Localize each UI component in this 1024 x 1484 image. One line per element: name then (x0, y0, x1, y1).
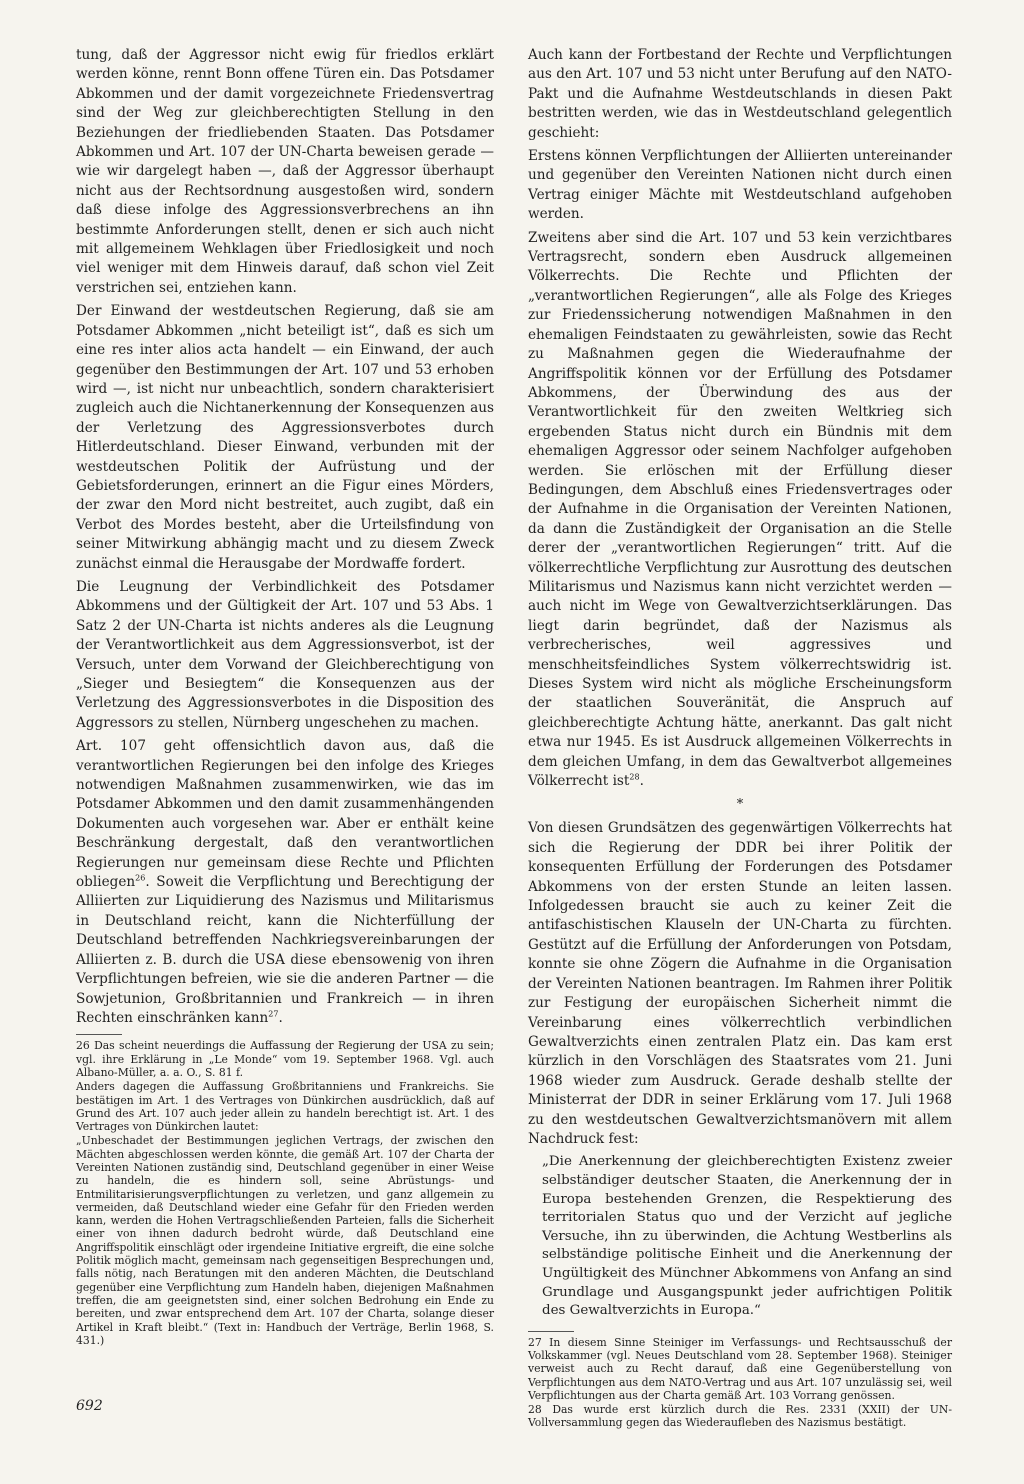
footnote-ref-28: 28 (629, 772, 640, 782)
right-paragraph-1: Auch kann der Fortbestand der Rechte und Verpflichtungen aus den Art. 107 und 53 nicht unter Berufung auf den NATO-Pakt und die Aufnahme Westdeutschlands in diesen Pakt bestritten werden, wie das in Westdeutschland gelegentlich geschieht: (528, 47, 952, 141)
footnote-26-continued: Anders dagegen die Auffassung Großbritanniens und Frankreichs. Sie bestätigen im Art. 1 des Vertrages von Dünkirchen ausdrücklich, daß auf Grund des Art. 107 auch jeder allein zu handeln berechtigt ist. Art. 1 des Vertrages von Dünkirchen lautet: (76, 1080, 494, 1134)
block-quote: „Die Anerkennung der gleichberechtigten Existenz zweier selbständiger deutscher Staaten, die Anerkennung der in Europa bestehenden Grenzen, die Respektierung des territorialen Status quo und der Verzicht auf jegliche Versuche, ihn zu überwinden, die Achtung Westberlins als selbständige politische Einheit und die Anerkennung der Ungültigkeit des Münchner Abkommens von Anfang an sind Grundlage und Ausgangspunkt jeder aufrichtigen Politik des Gewaltverzichts in Europa.“ (542, 1154, 952, 1319)
zweitens-text: Zweitens aber sind die Art. 107 und 53 kein verzichtbares Vertragsrecht, sondern eben Ausdruck allgemeinen Völkerrechts. Die Rechte und Pflichten der „verantwortlichen Regierungen“, alle als Folge des Krieges zur Friedenssicherung notwendigen Maßnahmen in den ehemaligen Feindstaaten zu gewährleisten, sowie das Recht zu Maßnahmen gegen die Wiederaufnahme der Angriffspolitik können vor der Erfüllung des Potsdamer Abkommens, der Überwindung des aus der Verantwortlichkeit für den zweiten Weltkrieg sich ergebenden Status nicht durch ein Bündnis mit dem ehemaligen Aggressor oder seinem Nachfolger aufgehoben werden. Sie erlöschen mit der Erfüllung dieser Bedingungen, dem Abschluß eines Friedensvertrages oder der Aufnahme in die Organisation der Vereinten Nationen, da dann die Zuständigkeit der Organisation an die Stelle derer der „verantwortlichen Regierungen“ tritt. Auf die völkerrechtliche Verpflichtung zur Ausrottung des deutschen Militarismus und Nazismus kann nicht verzichtet werden — auch nicht im Wege von Gewaltverzichtserklärungen. Das liegt darin begründet, daß der Nazismus als verbrecherisches, weil aggressives und menschheitsfeindliches System völkerrechtswidrig ist. Dieses System wird nicht als mögliche Erscheinungsform der staatlichen Souveränität, die Anspruch auf gleichberechtigte Achtung hätte, anerkannt. Das galt nicht etwa nur 1945. Es ist Ausdruck allgemeinen Völkerrechts in dem gleichen Umfang, in dem das Gewaltverbot allgemeines Völkerrecht ist (528, 229, 952, 790)
left-column (76, 46, 494, 1347)
footnote-27: 27 In diesem Sinne Steiniger im Verfassungs- und Rechtsausschuß der Volkskammer (vgl. Neues Deutschland vom 28. September 1968). Steiniger verweist auch zu Recht darauf, daß eine Gegenüberstellung von Verpflichtungen aus dem NATO-Vertrag und aus Art. 107 unzulässig sei, weil Verpflichtungen aus der Charta gemäß Art. 103 Vorrang genössen. (528, 1335, 952, 1402)
art107-text: Art. 107 geht offensichtlich davon aus, daß die verantwortlichen Regierungen bei den infolge des Krieges notwendigen Maßnahmen zusammenwirken, wie das im Potsdamer Abkommen und den damit zusammenhängenden Dokumenten auch vorgesehen war. Aber er enthält keine Beschränkung dergestalt, daß den verantwortlichen Regierungen nur gemeinsam diese Rechte und Pflichten obliegen (76, 738, 494, 891)
section-separator-asterisk: * (736, 797, 744, 813)
left-paragraph-2: Der Einwand der westdeutschen Regierung, daß sie am Potsdamer Abkommen „nicht beteiligt ist“, daß es sich um eine res inter alios acta handelt — ein Einwand, der auch gegenüber den Bestimmungen der Art. 107 und 53 erhoben wird —, ist nicht nur unbeachtlich, sondern charakterisiert zugleich auch die Nichtanerkennung der Konsequenzen aus der Verletzung des Aggressionsverbotes durch Hitlerdeutschland. Dieser Einwand, verbunden mit der westdeutschen Politik der Aufrüstung und der Gebietsforderungen, erinnert an die Figur eines Mörders, der zwar den Mord nicht bestreitet, auch zugibt, daß ein Verbot des Mordes besteht, aber die Urteilsfindung von seiner Mitwirkung abhängig macht und zu diesem Zweck zunächst einmal die Herausgabe der Mordwaffe fordert. (76, 303, 494, 572)
footnote-ref-26: 26 (135, 873, 146, 883)
left-paragraph-1: tung, daß der Aggressor nicht ewig für friedlos erklärt werden könne, rennt Bonn offene Türen ein. Das Potsdamer Abkommen und der damit vorgezeichnete Friedensvertrag sind der Weg zur gleichberechtigten Stellung in den Beziehungen der friedliebenden Staaten. Das Potsdamer Abkommen und Art. 107 der UN-Charta beweisen gerade — wie wir dargelegt haben —, daß der Aggressor überhaupt nicht aus der Rechtsordnung ausgestoßen wird, sondern daß diese infolge des Aggressionsverbrechens an ihn bestimmte Anforderungen stellt, denen er sich auch nicht mit allgemeinem Wehklagen über Friedlosigkeit und noch viel weniger mit dem Hinweis darauf, daß schon viel Zeit verstrichen sei, entziehen kann. (76, 47, 494, 296)
art107-text-end: . (278, 1009, 283, 1026)
footnote-26: 26 Das scheint neuerdings die Auffassung der Regierung der USA zu sein; vgl. ihre Erklärung in „Le Monde“ vom 19. September 1968. Vgl. auch Albano-Müller, a. a. O., S. 81 f. (76, 1039, 494, 1079)
right-paragraph-2: Erstens können Verpflichtungen der Alliierten untereinander und gegenüber den Vereinten Nationen nicht durch einen Vertrag einiger Mächte mit Westdeutschland aufgehoben werden. (528, 148, 952, 223)
footnote-28: 28 Das wurde erst kürzlich durch die Res. 2331 (XXII) der UN-Vollversammlung gegen das Wiederaufleben des Nazismus bestätigt. (528, 1403, 952, 1430)
zweitens-end: . (639, 773, 644, 790)
footnote-26-quote: „Unbeschadet der Bestimmungen jeglichen Vertrags, der zwischen den Mächten abgeschlossen werden könnte, die gemäß Art. 107 der Charta der Vereinten Nationen zuständig sind, Deutschland gegenüber in einer Weise zu handeln, die es hindern soll, seine Abrüstungs- und Entmilitarisierungsverpflichtungen zu verletzen, und ganz allgemein zu vermeiden, daß Deutschland wieder eine Gefahr für den Frieden werden kann, werden die Hohen Vertragschließenden Parteien, falls die Sicherheit einer von ihnen dadurch bedroht würde, daß Deutschland eine Angriffspolitik einschlägt oder irgendeine Initiative ergreift, die eine solche Politik möglich macht, gemeinsam nach gegenseitigen Besprechungen und, falls nötig, nach Beratungen mit den anderen Mächten, die Deutschland gegenüber eine Verpflichtung zum Handeln haben, diejenigen Maßnahmen treffen, die am geeignetsten sind, einer solchen Bedrohung ein Ende zu bereiten, und zwar entsprechend dem Art. 107 der Charta, solange dieser Artikel in Kraft bleibt.“ (Text in: Handbuch der Verträge, Berlin 1968, S. 431.) (76, 1134, 494, 1347)
page-number: 692 (76, 1398, 103, 1414)
footnote-ref-27: 27 (268, 1009, 279, 1019)
left-paragraph-4 (76, 737, 494, 1028)
right-paragraph-3 (528, 229, 952, 792)
footnote-divider-left (76, 1034, 122, 1035)
right-paragraph-4: Von diesen Grundsätzen des gegenwärtigen Völkerrechts hat sich die Regierung der DDR bei ihrer Politik der konsequenten Erfüllung der Forderungen des Potsdamer Abkommens von der ersten Stunde an leiten lassen. Infolgedessen braucht sie auch zu keiner Zeit die antifaschistischen Klauseln der UN-Charta zu fürchten. Gestützt auf die Erfüllung der Anforderungen von Potsdam, konnte sie ohne Zögern die Aufnahme in die Organisation der Vereinten Nationen beantragen. Im Rahmen ihrer Politik zur Festigung der europäischen Sicherheit nimmt die Vereinbarung eines völkerrechtlich verbindlichen Gewaltverzichts einen zentralen Platz ein. Das kam erst kürzlich in den Vorschlägen des Staatsrates vom 21. Juni 1968 wieder zum Ausdruck. Gerade deshalb stellte der Ministerrat der DDR in seiner Erklärung vom 17. Juli 1968 zu den westdeutschen Gewaltverzichtsmanövern mit allem Nachdruck fest: (528, 820, 952, 1147)
footnote-divider-right (528, 1331, 574, 1332)
art107-text-continued: . Soweit die Verpflichtung und Berechtigung der Alliierten zur Liquidierung des Nazismus und Militarismus in Deutschland reicht, kann die Nichterfüllung der Deutschland betreffenden Nachkriegsvereinbarungen der Alliierten z. B. durch die USA diese ebensowenig von ihren Verpflichtungen befreien, wie sie die anderen Partner — die Sowjetunion, Großbritannien und Frankreich — in ihren Rechten einschränken kann (76, 874, 494, 1026)
left-paragraph-3: Die Leugnung der Verbindlichkeit des Potsdamer Abkommens und der Gültigkeit der Art. 107 und 53 Abs. 1 Satz 2 der UN-Charta ist nichts anderes als die Leugnung der Verantwortlichkeit aus dem Aggressionsverbot, ist der Versuch, unter dem Vorwand der Gleichberechtigung von „Sieger und Besiegtem“ die Konsequenzen aus der Verletzung des Aggressionsverbotes in die Disposition des Aggressors zu stellen, Nürnberg ungeschehen zu machen. (76, 578, 494, 731)
right-column (528, 46, 952, 1431)
